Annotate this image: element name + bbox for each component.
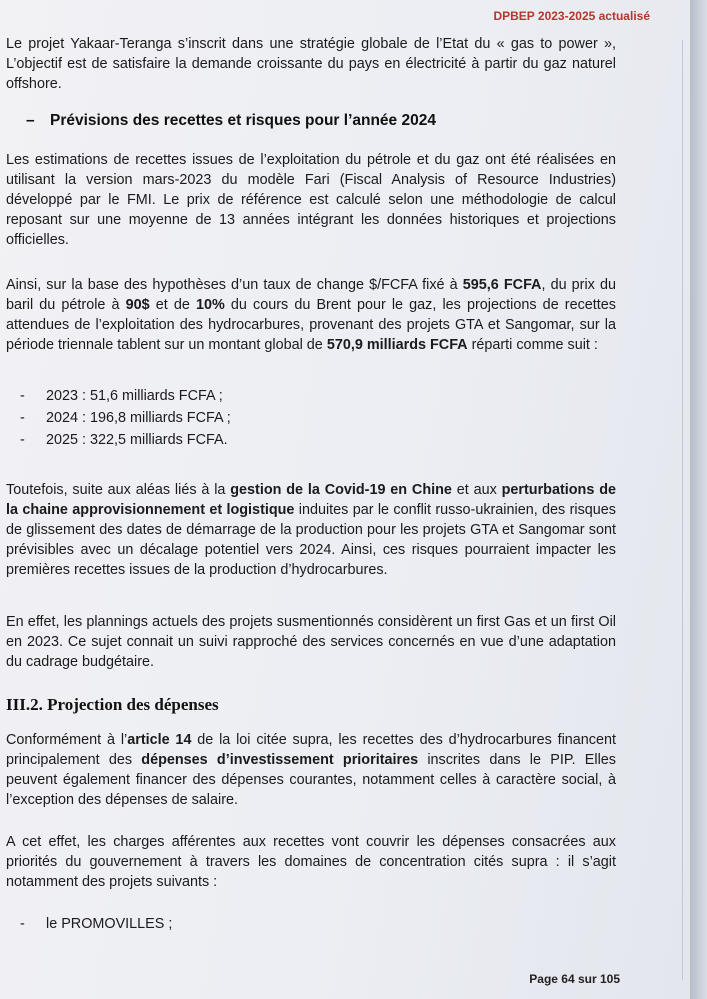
- list-item: - 2024 : 196,8 milliards FCFA ;: [20, 410, 231, 426]
- risks-paragraph: Toutefois, suite aux aléas liés à la gestion de la Covid-19 en Chine et aux perturbations de la chaine approvisionnement et logistique induites par le conflit russo-ukrainien, des risques de glissement des dates de démarrage de la production pour les projets GTA et Sangomar sont prévisibles avec un décalage potentiel vers 2024. Ainsi, ces risques pourraient impacter les premières recettes issues de la production d’hydrocarbures.: [6, 482, 616, 578]
- list-item: - 2025 : 322,5 milliards FCFA.: [20, 432, 228, 448]
- supply-chain-risk-phrase: perturbations de la chaine approvisionnement et logistique: [6, 482, 616, 518]
- total-revenue-value: 570,9 milliards FCFA: [326, 337, 468, 353]
- estimations-paragraph: Les estimations de recettes issues de l’exploitation du pétrole et du gaz ont été réalisées en utilisant la version mars-2023 du modèle Fari (Fiscal Analysis of Resource Industries) développé par le FMI. Le prix de référence est calculé selon une méthodologie de calcul reposant sur une moyenne de 13 années intégrant les données historiques et projections officielles.: [6, 152, 616, 248]
- list-item: - 2023 : 51,6 milliards FCFA ;: [20, 388, 223, 404]
- document-reference: DPBEP 2023-2025 actualisé: [493, 9, 650, 23]
- page-edge: [690, 0, 707, 999]
- page-fold-line: [682, 40, 683, 980]
- project-list: [20, 913, 580, 935]
- page-number: Page 64 sur 105: [529, 972, 620, 986]
- article-reference: article 14: [127, 732, 192, 748]
- heading-title: Prévisions des recettes et risques pour l’année 2024: [50, 112, 436, 129]
- revenue-list: [20, 385, 580, 451]
- heading-dash: –: [26, 112, 35, 129]
- revenue-forecast-heading: [26, 112, 436, 130]
- charges-paragraph: A cet effet, les charges afférentes aux recettes vont couvrir les dépenses consacrées aux priorités du gouvernement à travers les domaines de concentration cités supra : il s’agit notamment des projets suivants :: [6, 834, 616, 890]
- section-heading: III.2. Projection des dépenses: [6, 695, 219, 714]
- priority-spending-phrase: dépenses d’investissement prioritaires: [141, 752, 419, 768]
- hypotheses-paragraph: Ainsi, sur la base des hypothèses d’un taux de change $/FCFA fixé à 595,6 FCFA, du prix du baril du pétrole à 90$ et de 10% du cours du Brent pour le gaz, les projections de recettes attendues de l’exploitation des hydrocarbures, provenant des projets GTA et Sangomar, sur la période triennale tablent sur un montant global de 570,9 milliards FCFA réparti comme suit :: [6, 277, 616, 353]
- plannings-paragraph: En effet, les plannings actuels des projets susmentionnés considèrent un first Gas et un first Oil en 2023. Ce sujet connait un suivi rapproché des services concernés en vue d’une adaptation du cadrage budgétaire.: [6, 614, 616, 670]
- list-item: - le PROMOVILLES ;: [20, 916, 173, 932]
- gas-percentage-value: 10%: [196, 297, 225, 313]
- exchange-rate-value: 595,6 FCFA: [462, 277, 542, 293]
- covid-risk-phrase: gestion de la Covid-19 en Chine: [230, 482, 452, 498]
- article-paragraph: Conformément à l’article 14 de la loi citée supra, les recettes des d’hydrocarbures financent principalement des dépenses d’investissement prioritaires inscrites dans le PIP. Elles peuvent également financer des dépenses courantes, notamment celles à caractère social, à l’exception des dépenses de salaire.: [6, 732, 616, 808]
- oil-price-value: 90$: [125, 297, 150, 313]
- intro-paragraph: Le projet Yakaar-Teranga s’inscrit dans une stratégie globale de l’Etat du « gas to power », L’objectif est de satisfaire la demande croissante du pays en électricité à partir du gaz naturel offshore.: [6, 36, 616, 92]
